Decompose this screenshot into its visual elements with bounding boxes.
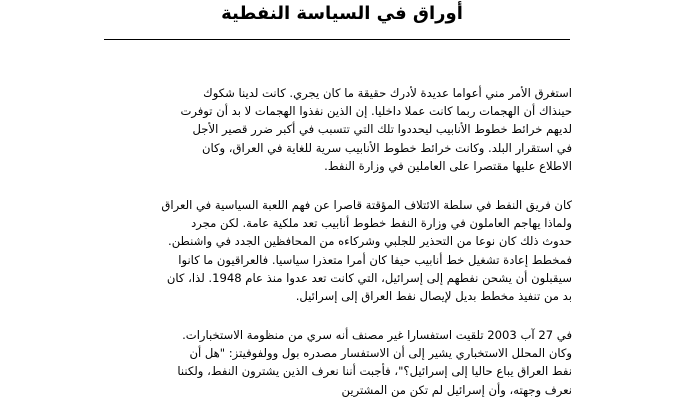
paragraph-line: وكان المحلل الاستخباري يشير إلى أن الاستفسار مصدره بول وولفوفيتز: "هل أن (189, 346, 572, 361)
paragraph-line: سيقبلون أن يشحن نفطهم إلى إسرائيل، التي كانت تعد عدوا منذ عام 1948. لذا، كان (166, 270, 572, 285)
paragraph-line: ولماذا يهاجم العاملون في وزارة النفط خطوط أنابيب تعد ملكية عامة. لكن مجرد (191, 216, 572, 231)
paragraph-line: في 27 آب 2003 تلقيت استفسارا غير مصنف أنه سري من منظومة الاستخبارات. (182, 328, 572, 342)
title-divider (104, 39, 570, 40)
paragraph-2 (104, 196, 572, 305)
document-title: أوراق في السياسة النفطية (221, 3, 463, 24)
paragraph-line: نفط العراق يباع حاليا إلى إسرائيل؟"، فأجبت أننا نعرف الذين يشترون النفط، ولكننا (177, 364, 572, 379)
paragraph-line: فمخطط إعادة تشغيل خط أنابيب حيفا كان أمرا متعذرا سياسيا. فالعراقيون ما كانوا (178, 252, 572, 267)
paragraph-line: الاطلاع عليها مقتصرا على العاملين في وزارة النفط. (324, 158, 572, 173)
paragraph-line: لديهم خرائط خطوط الأنابيب ليحددوا تلك التي تتسبب في أكبر ضرر قصير الأجل (192, 122, 572, 137)
paragraph-line: نعرف وجهته، وأن إسرائيل لم تكن من المشترين (341, 382, 572, 397)
paragraph-1 (104, 84, 572, 175)
paragraph-line: استغرق الأمر مني أعواما عديدة لأدرك حقيقة ما كان يجري. كانت لدينا شكوك (203, 86, 572, 100)
paragraph-line: حدوث ذلك كان نوعا من التحذير للجلبي وشركاءه من المحافظين الجدد في واشنطن. (168, 234, 572, 249)
paragraph-line: في استقرار البلد. وكانت خرائط خطوط الأنابيب سرية للغاية في العراق، وكان (201, 140, 572, 155)
paragraph-3 (104, 326, 572, 399)
paragraph-line: حينذاك أن الهجمات ربما كانت عملا داخليا. إن الذين نفذوا الهجمات لا بد أن توفرت (180, 104, 572, 119)
paragraph-line: كان فريق النفط في سلطة الائتلاف المؤقتة قاصرا عن فهم اللعبة السياسية في العراق (161, 198, 572, 212)
paragraph-line: بد من تنفيذ مخطط بديل لإيصال نفط العراق إلى إسرائيل. (295, 289, 572, 304)
